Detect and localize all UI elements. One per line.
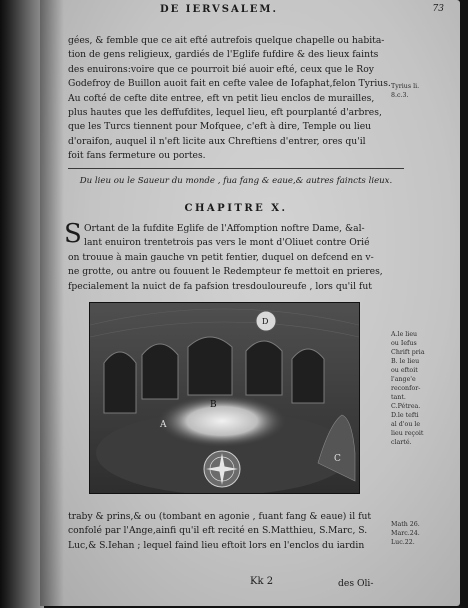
caption-line: B. le lieu <box>391 358 420 365</box>
text-line: foit fans fermeture ou portes. <box>68 150 206 162</box>
figure-letter-b: B <box>210 400 217 410</box>
figure-letter-a: A <box>160 420 167 430</box>
text-line: Luc,& S.Iehan ; lequel faind lieu eftoit lors en l'enclos du iardin <box>68 539 365 551</box>
signature-mark: Kk 2 <box>250 576 274 587</box>
caption-line: D.le tefti <box>391 412 419 419</box>
left-page-edge <box>0 0 44 608</box>
catchword: des Oli- <box>338 578 374 589</box>
bottom-paragraph <box>68 510 404 553</box>
text-line: confolé par l'Ange,ainfi qu'il eft recité en S.Matthieu, S.Marc, S. <box>68 525 368 537</box>
text-line: lant enuiron trentetrois pas vers le mont d'Oliuet contre Orié <box>84 237 370 249</box>
page-gutter-shadow <box>40 0 64 606</box>
margin-note-line: 8.c.3. <box>391 92 409 99</box>
caption-line: tant. <box>391 394 406 401</box>
running-head: DE IERVSALEM. <box>160 4 278 15</box>
margin-note-line: Math 26. <box>391 521 420 528</box>
margin-note-tyrius <box>391 82 419 100</box>
grotto-engraving <box>89 302 360 494</box>
caption-line: l'ange'e <box>391 376 416 383</box>
caption-line: ou Iefus <box>391 340 417 347</box>
caption-line: ou eftoit <box>391 367 418 374</box>
text-line: Godefroy de Buillon auoit fait en cefte valee de Iofaphat,felon Tyrius. <box>68 78 391 90</box>
margin-note-line: Marc.24. <box>391 530 420 537</box>
caption-line: Chrift pria <box>391 349 425 356</box>
text-line: Ortant de la fufdite Eglife de l'Affomption noftre Dame, &al- <box>84 223 365 234</box>
top-paragraph <box>68 34 404 164</box>
margin-note-line: Tyrius li. <box>391 83 420 90</box>
chapter-paragraph <box>68 222 404 294</box>
chapter-title: CHAPITRE X. <box>184 203 288 214</box>
figure-caption <box>391 330 425 447</box>
caption-line: al d'ou le <box>391 421 421 428</box>
text-line: fpecialement la nuict de fa pafsion tresdouloureufe , lors qu'il fut <box>68 280 372 292</box>
caption-line: A.le lieu <box>391 331 418 338</box>
text-line: on trouue à main gauche vn petit fentier, duquel on defcend en v- <box>68 251 374 263</box>
text-line: que les Turcs tiennent pour Mofquee, c'eft à dire, Temple ou lieu <box>68 121 372 133</box>
section-rule <box>68 168 404 169</box>
text-line: gées, & femble que ce ait efté autrefois quelque chapelle ou habita- <box>68 35 385 46</box>
caption-line: C.Pétrea. <box>391 403 421 410</box>
figure-letter-c: C <box>334 454 341 464</box>
text-line: tion de gens religieux, gardiés de l'Eglife fufdire & des lieux faints <box>68 49 379 61</box>
caption-line: lieu reçoit <box>391 430 424 437</box>
text-line: traby & prins,& ou (tombant en agonie , fuant fang & eaue) il fut <box>68 511 372 522</box>
margin-note-line: Luc.22. <box>391 539 415 546</box>
text-line: ne grotte, ou antre ou fouuent le Redempteur fe mettoit en prieres, <box>68 266 383 278</box>
caption-line: clarté. <box>391 439 412 446</box>
text-line: d'oraifon, auquel il n'eft licite aux Chreftiens d'entrer, ores qu'il <box>68 135 366 147</box>
grotto-engraving-drawing <box>90 303 359 493</box>
text-line: des enuirons:voire que ce pourroit bié auoir efté, ceux que le Roy <box>68 63 374 75</box>
drop-cap: S <box>64 219 82 249</box>
text-line: Au cofté de cefte dite entree, eft vn petit lieu enclos de murailles, <box>68 92 375 104</box>
figure-letter-d: D <box>262 317 269 326</box>
margin-note-gospels <box>391 520 420 547</box>
text-line: plus hautes que les deffufdites, lequel lieu, eft pourplanté d'arbres, <box>68 107 382 119</box>
section-heading: Du lieu ou le Saueur du monde , fua fang & eaue,& autres faincts lieux. <box>79 176 393 186</box>
book-page <box>40 0 460 606</box>
page-number: 73 <box>432 4 444 14</box>
caption-line: reconfor- <box>391 385 421 392</box>
